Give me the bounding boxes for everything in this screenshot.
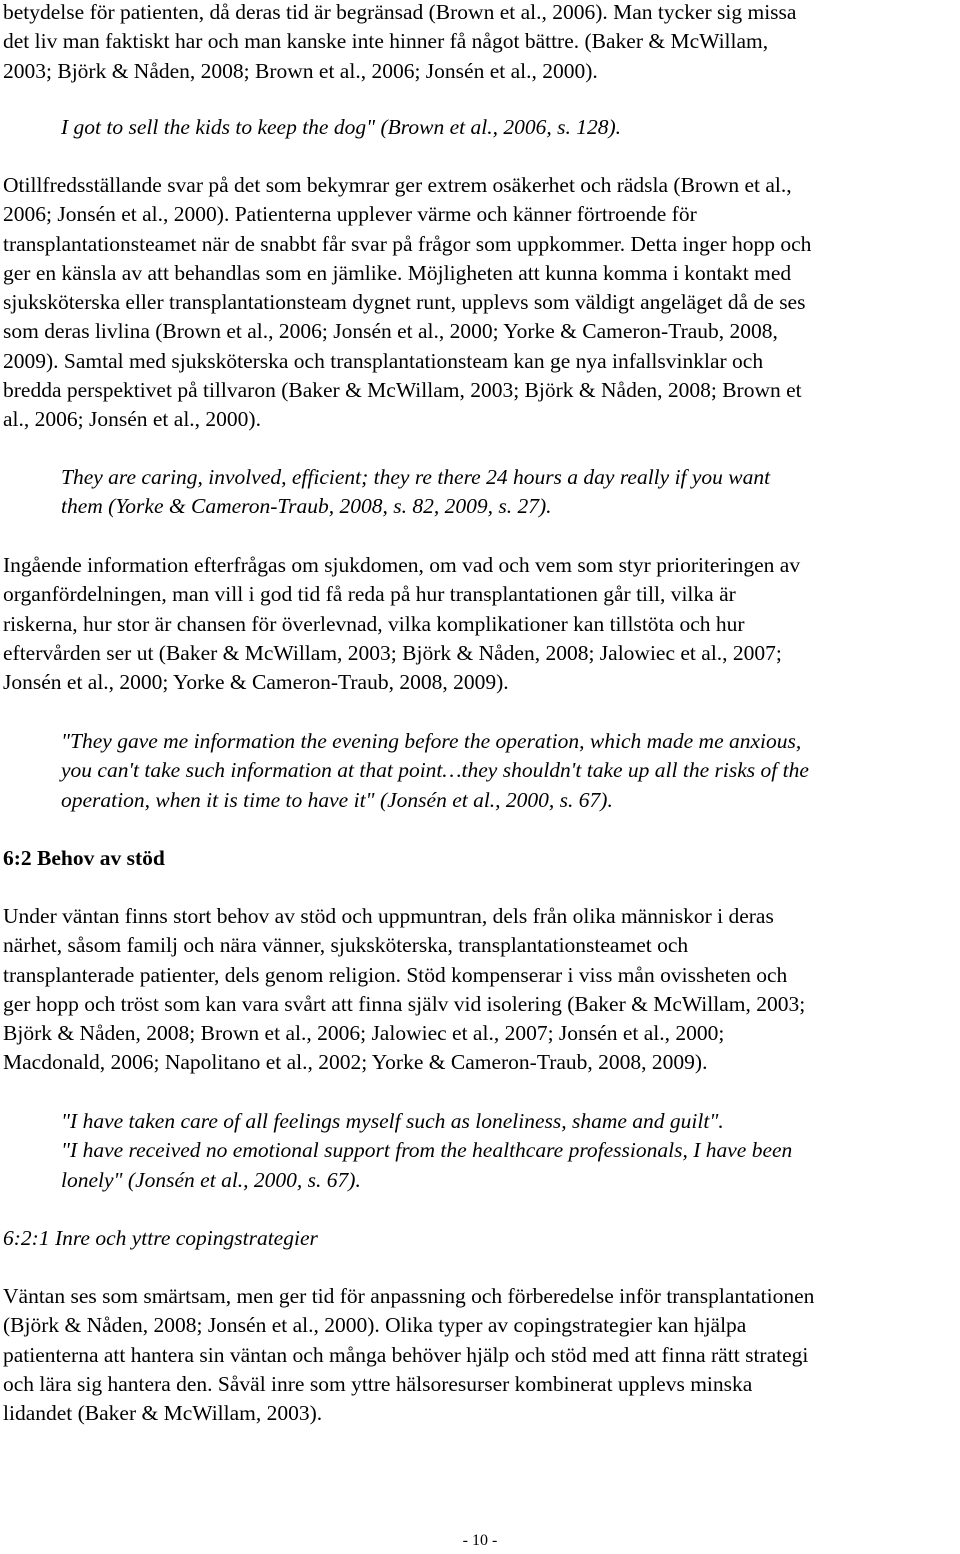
text-line: Ingående information efterfrågas om sjukdomen, om vad och vem som styr prioriteringen av (3, 553, 801, 577)
text-line: organfördelningen, man vill i god tid få reda på hur transplantationen går till, vilka är (3, 582, 736, 607)
quote-line: "I have taken care of all feelings myself such as loneliness, shame and guilt". (61, 1109, 724, 1133)
quote-line: lonely" (Jonsén et al., 2000, s. 67). (61, 1167, 361, 1192)
text-line: ger en känsla av att behandlas som en jämlike. Möjligheten att kunna komma i kontakt med (3, 260, 792, 285)
text-line: Björk & Nåden, 2008; Brown et al., 2006; Jalowiec et al., 2007; Jonsén et al., 2000; (3, 1021, 725, 1046)
text-line: och lära sig hantera den. Såväl inre som yttre hälsoresurser kombinerat upplevs minska (3, 1371, 753, 1396)
subsection-heading: 6:2:1 Inre och yttre copingstrategier (3, 1226, 318, 1250)
text-line: patienterna att hantera sin väntan och många behöver hjälp och stöd med att finna rätt strategi (3, 1342, 809, 1367)
paragraph-3 (3, 551, 958, 697)
text-line: det liv man faktiskt har och man kanske inte hinner få något bättre. (Baker & McWillam, (3, 29, 769, 54)
text-line: eftervården ser ut (Baker & McWillam, 2003; Björk & Nåden, 2008; Jalowiec et al., 2007; (3, 640, 782, 665)
quote-line: you can't take such information at that point…they shouldn't take up all the risks of the (61, 758, 809, 783)
paragraph-1 (3, 0, 958, 86)
quote-line: operation, when it is time to have it" (Jonsén et al., 2000, s. 67). (61, 787, 613, 812)
text-line: Väntan ses som smärtsam, men ger tid för anpassning och förberedelse inför transplantationen (3, 1284, 815, 1308)
text-line: Under väntan finns stort behov av stöd och uppmuntran, dels från olika människor i deras (3, 904, 774, 928)
quote-4 (61, 1107, 951, 1195)
text-line: 2006; Jonsén et al., 2000). Patienterna upplever värme och känner förtroende för (3, 202, 697, 227)
text-line: transplantationsteamet när de snabbt får svar på frågor som uppkommer. Detta inger hopp och (3, 231, 812, 256)
text-line: riskerna, hur stor är chansen för överlevnad, vilka komplikationer kan tillstöta och hur (3, 611, 745, 636)
text-line: transplanterade patienter, dels genom religion. Stöd kompenserar i viss mån ovissheten och (3, 962, 788, 987)
paragraph-5 (3, 1282, 958, 1428)
text-line: Jonsén et al., 2000; Yorke & Cameron-Traub, 2008, 2009). (3, 670, 509, 695)
text-line: som deras livlina (Brown et al., 2006; Jonsén et al., 2000; Yorke & Cameron-Traub, 2008, (3, 319, 778, 344)
quote-line: them (Yorke & Cameron-Traub, 2008, s. 82, 2009, s. 27). (61, 494, 552, 519)
quote-line: I got to sell the kids to keep the dog" (Brown et al., 2006, s. 128). (61, 115, 621, 139)
text-line: Otillfredsställande svar på det som bekymrar ger extrem osäkerhet och rädsla (Brown et al., (3, 173, 792, 197)
quote-line: They are caring, involved, efficient; they re there 24 hours a day really if you want (61, 465, 771, 489)
quote-line: "I have received no emotional support from the healthcare professionals, I have been (61, 1138, 793, 1163)
text-line: (Björk & Nåden, 2008; Jonsén et al., 2000). Olika typer av copingstrategier kan hjälpa (3, 1313, 747, 1338)
text-line: Macdonald, 2006; Napolitano et al., 2002; Yorke & Cameron-Traub, 2008, 2009). (3, 1050, 708, 1075)
text-line: betydelse för patienten, då deras tid är begränsad (Brown et al., 2006). Man tycker sig missa (3, 0, 797, 24)
quote-line: "They gave me information the evening before the operation, which made me anxious, (61, 729, 802, 753)
quote-2 (61, 463, 951, 522)
text-line: närhet, såsom familj och nära vänner, sjuksköterska, transplantationsteamet och (3, 933, 689, 958)
text-line: ger hopp och tröst som kan vara svårt att finna själv vid isolering (Baker & McWillam, 2003; (3, 991, 806, 1016)
text-line: al., 2006; Jonsén et al., 2000). (3, 407, 261, 432)
quote-3 (61, 727, 951, 815)
text-line: sjuksköterska eller transplantationsteam dygnet runt, upplevs som väldigt angeläget då de ses (3, 290, 806, 315)
text-line: 2009). Samtal med sjuksköterska och transplantationsteam kan ge nya infallsvinklar och (3, 348, 764, 373)
page-number: - 10 - (462, 1532, 498, 1549)
text-line: lidandet (Baker & McWillam, 2003). (3, 1401, 323, 1426)
section-heading: 6:2 Behov av stöd (3, 846, 165, 870)
text-line: bredda perspektivet på tillvaron (Baker & McWillam, 2003; Björk & Nåden, 2008; Brown et (3, 378, 802, 403)
quote-1 (61, 113, 951, 142)
paragraph-2 (3, 171, 958, 435)
text-line: 2003; Björk & Nåden, 2008; Brown et al., 2006; Jonsén et al., 2000). (3, 58, 598, 83)
paragraph-4 (3, 902, 958, 1078)
